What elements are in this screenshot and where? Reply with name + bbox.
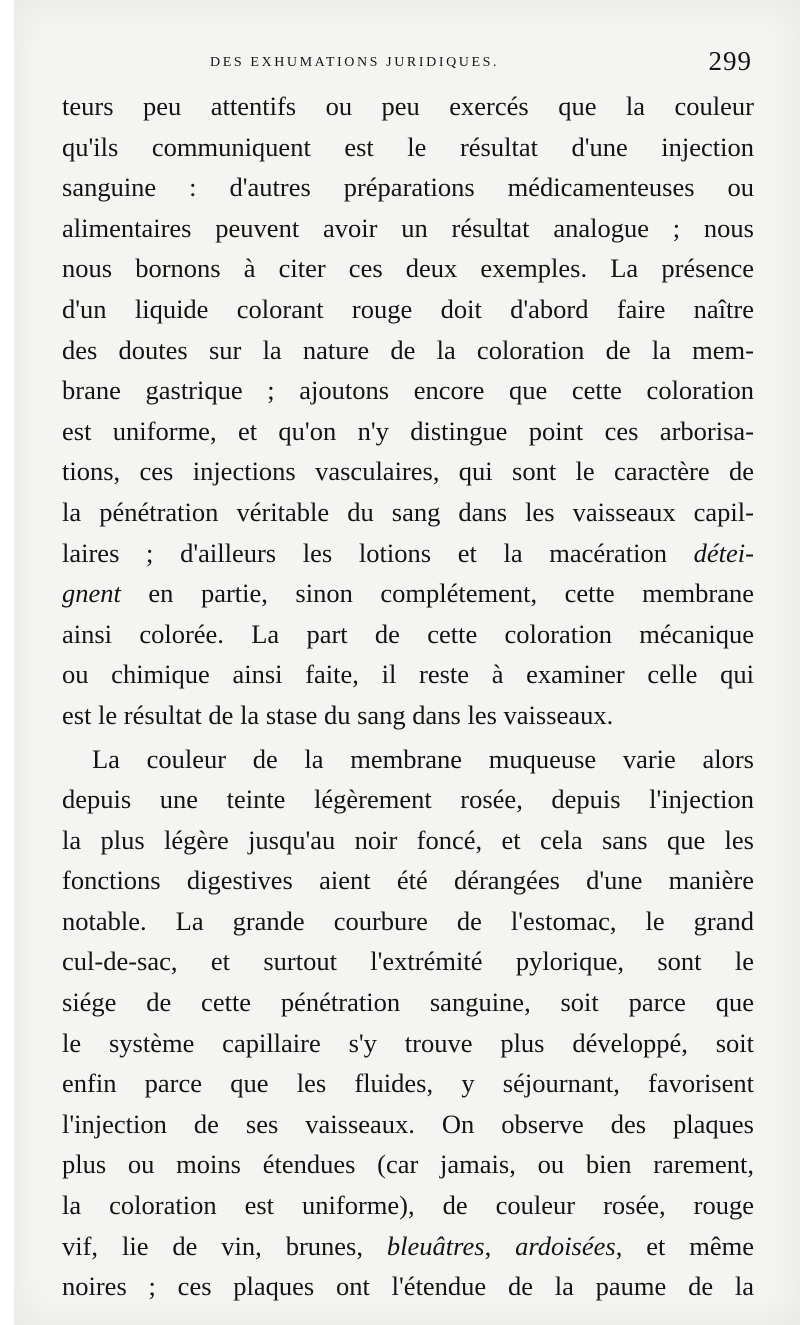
italic-word: ardoisées xyxy=(515,1230,616,1261)
book-page xyxy=(14,0,800,1325)
text-segment: vif, lie de vin, brunes, xyxy=(62,1230,363,1261)
text-line: sanguine : d'autres préparations médicamenteuses ou xyxy=(62,172,754,203)
text-line: est uniforme, et qu'on n'y distingue point ces arborisa- xyxy=(62,415,754,446)
text-line: ainsi colorée. La part de cette coloration mécanique xyxy=(62,618,754,649)
text-line: fonctions digestives aient été dérangées d'une manière xyxy=(62,865,754,896)
italic-word: détei- xyxy=(693,537,754,568)
text-line: des doutes sur la nature de la coloration de la mem- xyxy=(62,334,754,365)
text-line: alimentaires peuvent avoir un résultat analogue ; nous xyxy=(62,212,754,243)
text-line: nous bornons à citer ces deux exemples. La présence xyxy=(62,253,754,284)
page-number: 299 xyxy=(708,46,752,76)
scan-margin xyxy=(0,0,14,1325)
text-segment: , et même xyxy=(615,1230,754,1261)
text-line: plus ou moins étendues (car jamais, ou bien rarement, xyxy=(62,1149,754,1180)
text-line: l'injection de ses vaisseaux. On observe des plaques xyxy=(62,1108,754,1139)
text-line: la pénétration véritable du sang dans les vaisseaux capil- xyxy=(62,496,754,527)
text-line: le système capillaire s'y trouve plus développé, soit xyxy=(62,1027,754,1058)
text-segment: en partie, sinon complétement, cette membrane xyxy=(148,578,754,609)
text-line: depuis une teinte légèrement rosée, depuis l'injection xyxy=(62,784,754,815)
text-line: la plus légère jusqu'au noir foncé, et cela sans que les xyxy=(62,824,754,855)
text-line xyxy=(62,1226,754,1267)
text-line: enfin parce que les fluides, y séjournant, favorisent xyxy=(62,1068,754,1099)
text-line: tions, ces injections vasculaires, qui sont le caractère de xyxy=(62,456,754,487)
text-line: La couleur de la membrane muqueuse varie alors xyxy=(92,743,754,774)
text-line: ou chimique ainsi faite, il reste à examiner celle qui xyxy=(62,659,754,690)
body-text xyxy=(62,86,754,1307)
running-head xyxy=(14,46,800,76)
text-line: noires ; ces plaques ont l'étendue de la paume de la xyxy=(62,1271,754,1302)
text-line: teurs peu attentifs ou peu exercés que la couleur xyxy=(62,91,754,121)
text-line: cul-de-sac, et surtout l'extrémité pylorique, sont le xyxy=(62,946,754,977)
text-line: notable. La grande courbure de l'estomac, le grand xyxy=(62,905,754,936)
text-line: est le résultat de la stase du sang dans les vaisseaux. xyxy=(62,699,614,730)
italic-word: gnent xyxy=(62,578,121,609)
text-segment: , xyxy=(484,1230,492,1261)
text-line: siége de cette pénétration sanguine, soit parce que xyxy=(62,987,754,1018)
text-line: la coloration est uniforme), de couleur rosée, rouge xyxy=(62,1190,754,1221)
running-title: DES EXHUMATIONS JURIDIQUES. xyxy=(210,55,500,70)
text-line xyxy=(62,573,754,614)
text-line xyxy=(62,533,754,574)
text-line: brane gastrique ; ajoutons encore que cette coloration xyxy=(62,375,754,406)
text-line: d'un liquide colorant rouge doit d'abord faire naître xyxy=(62,293,754,324)
text-line: qu'ils communiquent est le résultat d'une injection xyxy=(62,131,754,162)
text-segment: laires ; d'ailleurs les lotions et la macération xyxy=(62,537,667,568)
italic-word: bleuâtres xyxy=(386,1230,485,1261)
